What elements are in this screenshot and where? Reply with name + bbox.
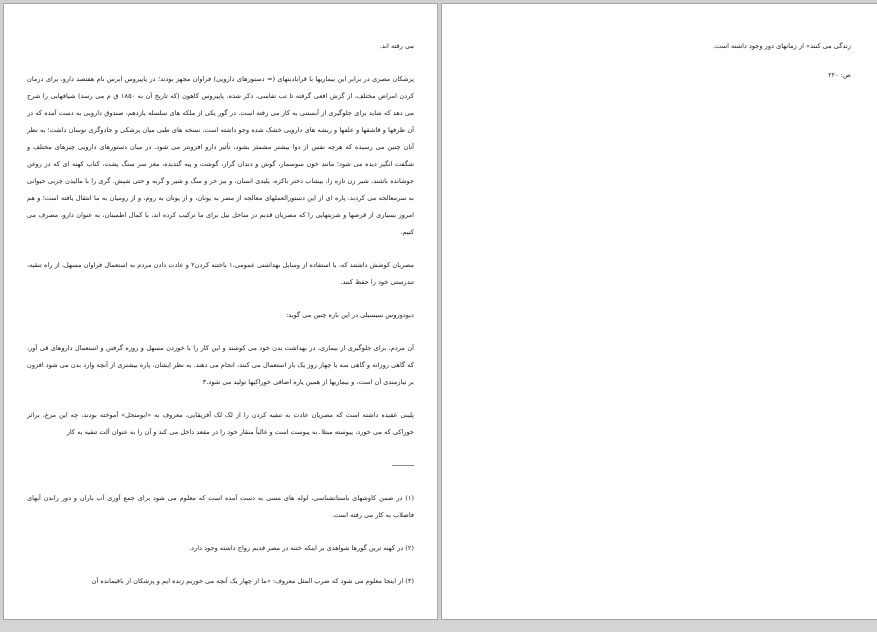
paragraph: زندگی می کنند» از زمانهای دور وجود داشته است.	[713, 42, 851, 50]
document-page-right	[441, 3, 877, 620]
paragraph: می رفته اند.	[379, 42, 414, 50]
footnote: (۳) از اینجا معلوم می شود که ضرب المثل معروف: «ما از چهار یک آنچه می خوریم زنده ایم و پزشکان از باقیمانده آن	[91, 577, 414, 585]
paragraph: دیودوروس سیسیلی در این باره چنین می گوید:	[286, 311, 414, 319]
paragraph: پلینی عقیده داشته است که مصریان عادت به تنقیه کردن را از لک لک آفریقایی، معروف به «ایومنجل» آموخته بودند، چه این مرغ، براثر خوراکی که می خورد، پیوسته مبتلا۔به یبوست است و غالباً منقار خود را در مقعد داخل می کند و آن را به عنوان آلت تنقیه به کار	[27, 411, 414, 436]
page-number: ص: ۲۲۰	[828, 71, 851, 79]
document-page-left	[3, 3, 438, 620]
viewer-bottom-bar	[0, 620, 877, 632]
footnote: (۱) در ضمن کاوشهای باستانشناسی، لوله های مسی به دست آمده است که معلوم می شود برای جمع آوری آب باران و دور راندن آبهای فاضلاب به کار می رفته است.	[27, 494, 414, 519]
page-text-left	[27, 38, 414, 606]
footnote-separator	[27, 457, 414, 474]
paragraph: پزشکان مصری در برابر این بیماریها با قرابادینهای (= دستورهای دارویی) فراوان مجهز بودند؛ در پاپیروس ابرس نام هفتصد دارو، برای درمان کردن امراض مختلف، از گزش افعی گرفته تا تب تفاسی، ذکر شده. پاپیروس کاهون (که تاریخ آن به ۱۸۵۰ ق م می رسد) شیافهایی را شرح می دهد که شاید برای جلوگیری از آبستنی به کار می رفته است. در گور یکی از ملکه های سلسله یازدهم، صندوق دارویی به دست آمده که در آن ظرفها و قاشقها و علفها و ریشه های دارویی خشک شده وجو داشته است. نسخه های طبی میان پزشکی و جادوگری نوسان داشت؛ به نظر آنان چنین می رسیده که هرچه نفس از دوا بیشتر مشمئز بشود، تأثیر دارو افزونتر می شود. در میان دستورهای دارویی چیزهای مختلف و شگفت انگیز دیده می شود؛ مانند خون سوسمار، گوش و دندان گراز، گوشت و پیه گندیده، مغز سر سنگ پشت، کتاب کهنه ای که در روغن جوشانده باشند، شیر زن تازه زا، پیشاب دختر باکره، پلیدی انسان، و نیز خر و سگ و شیر و گربه و حتی شپش. گری را با مالیدن چربی حیوانی به سرمعالجه می کردند. پاره ای از این دستورالعملهای معالجه از مصر به یونان، و از یونان به روم، و از رومیان به ما انتقال یافته است؛ و هم امروز بسیاری از قرصها و شربتهایی را که مصریان قدیم در ساحل نیل برای ما ترکیب کرده اند، با کمال اطمینان، به عنوان دارو، مصرف می کنیم.	[27, 75, 414, 236]
paragraph: مصریان کوشش داشتند که، با استفاده از وسایل بهداشتی عمومی،۱ باختنه کردن۲ و عادت دادن مردم به استعمال فراوان مسهل، از راه تنقیه، تندرستی خود را حفظ کنند.	[27, 261, 414, 286]
page-text-right	[470, 38, 851, 84]
footnote: (۲) در کهنه ترین گورها شواهدی بر اینکه ختنه در مصر قدیم رواج داشته وجود دارد.	[189, 544, 414, 552]
paragraph: آن مردم، برای جلوگیری از بیماری، در بهداشت بدن خود می کوشند و این کار را با خوردن مسهل و روزه گرفتن و استعمال داروهای قی آور، که گاهی روزانه و گاهی سه یا چهار روز یک بار استعمال می کنند، انجام می دهند. به نظر ایشان، پاره بیشتری از آنچه وارد بدن می شود افزون بر نیازمندی آن است، و بیماریها از همین پاره اضافی خوراکیها تولید می شود.۳	[27, 344, 414, 386]
